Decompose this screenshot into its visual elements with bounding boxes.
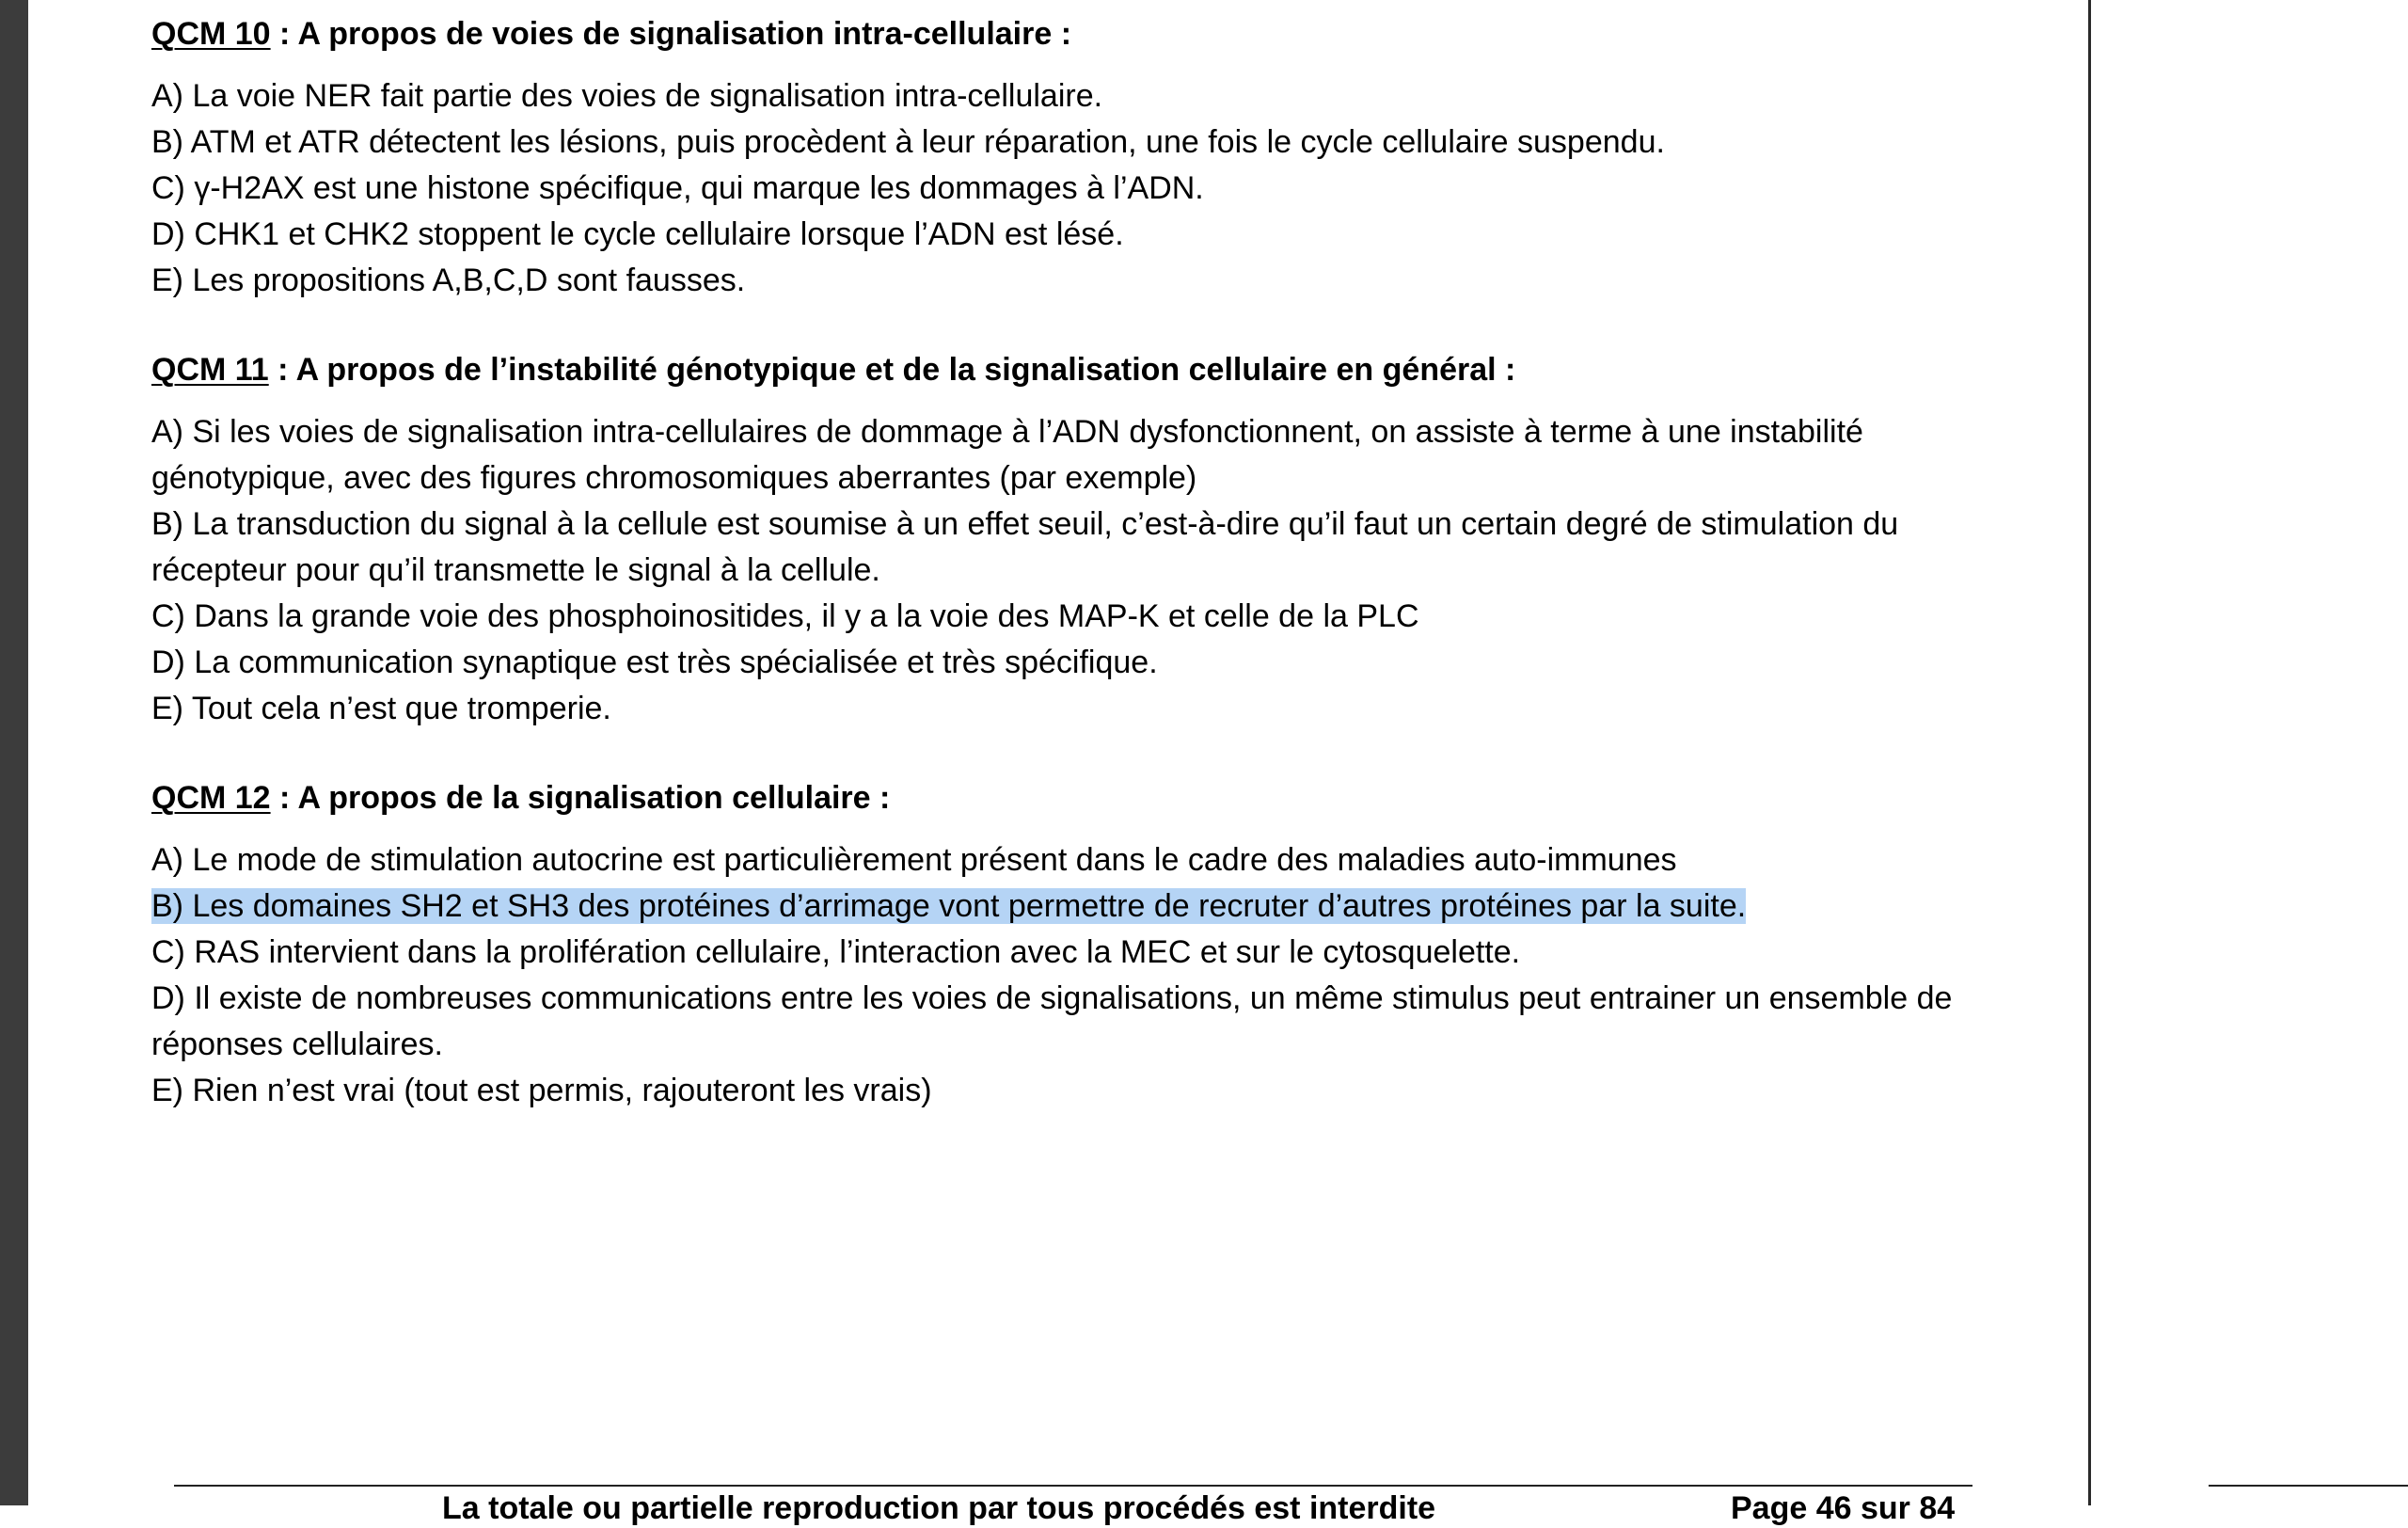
qcm-option[interactable]	[151, 409, 2033, 501]
option-text: E) Rien n’est vrai (tout est permis, rajouteront les vrais)	[151, 1073, 932, 1108]
qcm-heading	[151, 349, 2033, 390]
qcm-option[interactable]	[151, 686, 2033, 732]
qcm-option[interactable]	[151, 166, 2033, 212]
option-text: C) Dans la grande voie des phosphoinositides, il y a la voie des MAP-K et celle de la PLC	[151, 598, 1419, 634]
qcm-option[interactable]	[151, 976, 2033, 1068]
qcm-title: : A propos de l’instabilité génotypique et de la signalisation cellulaire en général :	[268, 352, 1516, 388]
qcm-number: QCM 11	[151, 352, 269, 388]
page-content[interactable]	[151, 13, 2033, 1159]
footer-text: La totale ou partielle reproduction par tous procédés est interdite	[442, 1490, 1436, 1526]
option-text: A) Si les voies de signalisation intra-cellulaires de dommage à l’ADN dysfonctionnent, on assiste à terme à une instabilité génotypique, avec des figures chromosomiques aberrantes (par exemple)	[151, 414, 1863, 496]
qcm-number: QCM 12	[151, 780, 271, 816]
qcm-option[interactable]	[151, 594, 2033, 640]
qcm-block-10	[151, 13, 2033, 304]
option-text: C) γ-H2AX est une histone spécifique, qui marque les dommages à l’ADN.	[151, 170, 1204, 206]
qcm-option[interactable]	[151, 212, 2033, 258]
qcm-number: QCM 10	[151, 16, 271, 52]
qcm-option-selected[interactable]	[151, 883, 2033, 930]
qcm-title: : A propos de voies de signalisation intra-cellulaire :	[270, 16, 1072, 52]
option-text: E) Les propositions A,B,C,D sont fausses.	[151, 263, 746, 298]
option-text: A) Le mode de stimulation autocrine est particulièrement présent dans le cadre des maladies auto-immunes	[151, 842, 1677, 878]
selected-text[interactable]: B) Les domaines SH2 et SH3 des protéines d’arrimage vont permettre de recruter d’autres protéines par la suite.	[151, 888, 1747, 924]
qcm-heading	[151, 13, 2033, 55]
next-pdf-page[interactable]	[2091, 0, 2408, 1505]
option-text: A) La voie NER fait partie des voies de signalisation intra-cellulaire.	[151, 78, 1103, 114]
option-text: D) Il existe de nombreuses communications entre les voies de signalisations, un même stimulus peut entrainer un ensemble de réponses cellulaires.	[151, 980, 1953, 1062]
qcm-block-11	[151, 349, 2033, 732]
qcm-option[interactable]	[151, 258, 2033, 304]
qcm-option[interactable]	[151, 119, 2033, 166]
qcm-option[interactable]	[151, 640, 2033, 686]
next-page-footer-rule	[2209, 1485, 2408, 1487]
option-text: D) CHK1 et CHK2 stoppent le cycle cellulaire lorsque l’ADN est lésé.	[151, 216, 1124, 252]
option-text: C) RAS intervient dans la prolifération cellulaire, l’interaction avec la MEC et sur le cytosquelette.	[151, 934, 1521, 970]
qcm-heading	[151, 777, 2033, 819]
footer-page-number: Page 46 sur 84	[1731, 1490, 1956, 1526]
qcm-option[interactable]	[151, 73, 2033, 119]
option-text: E) Tout cela n’est que tromperie.	[151, 691, 611, 726]
viewer-left-edge	[0, 0, 28, 1505]
pdf-page[interactable]	[28, 0, 2088, 1526]
qcm-option[interactable]	[151, 501, 2033, 594]
qcm-block-12	[151, 777, 2033, 1114]
qcm-option[interactable]	[151, 837, 2033, 883]
option-text: D) La communication synaptique est très spécialisée et très spécifique.	[151, 645, 1158, 680]
option-text: B) ATM et ATR détectent les lésions, puis procèdent à leur réparation, une fois le cycle cellulaire suspendu.	[151, 124, 1665, 160]
qcm-title: : A propos de la signalisation cellulaire :	[270, 780, 891, 816]
footer-rule	[174, 1485, 1972, 1487]
qcm-option[interactable]	[151, 1068, 2033, 1114]
option-text: B) La transduction du signal à la cellule est soumise à un effet seuil, c’est-à-dire qu’il faut un certain degré de stimulation du récepteur pour qu’il transmette le signal à la cellule.	[151, 506, 1899, 588]
qcm-option[interactable]	[151, 930, 2033, 976]
